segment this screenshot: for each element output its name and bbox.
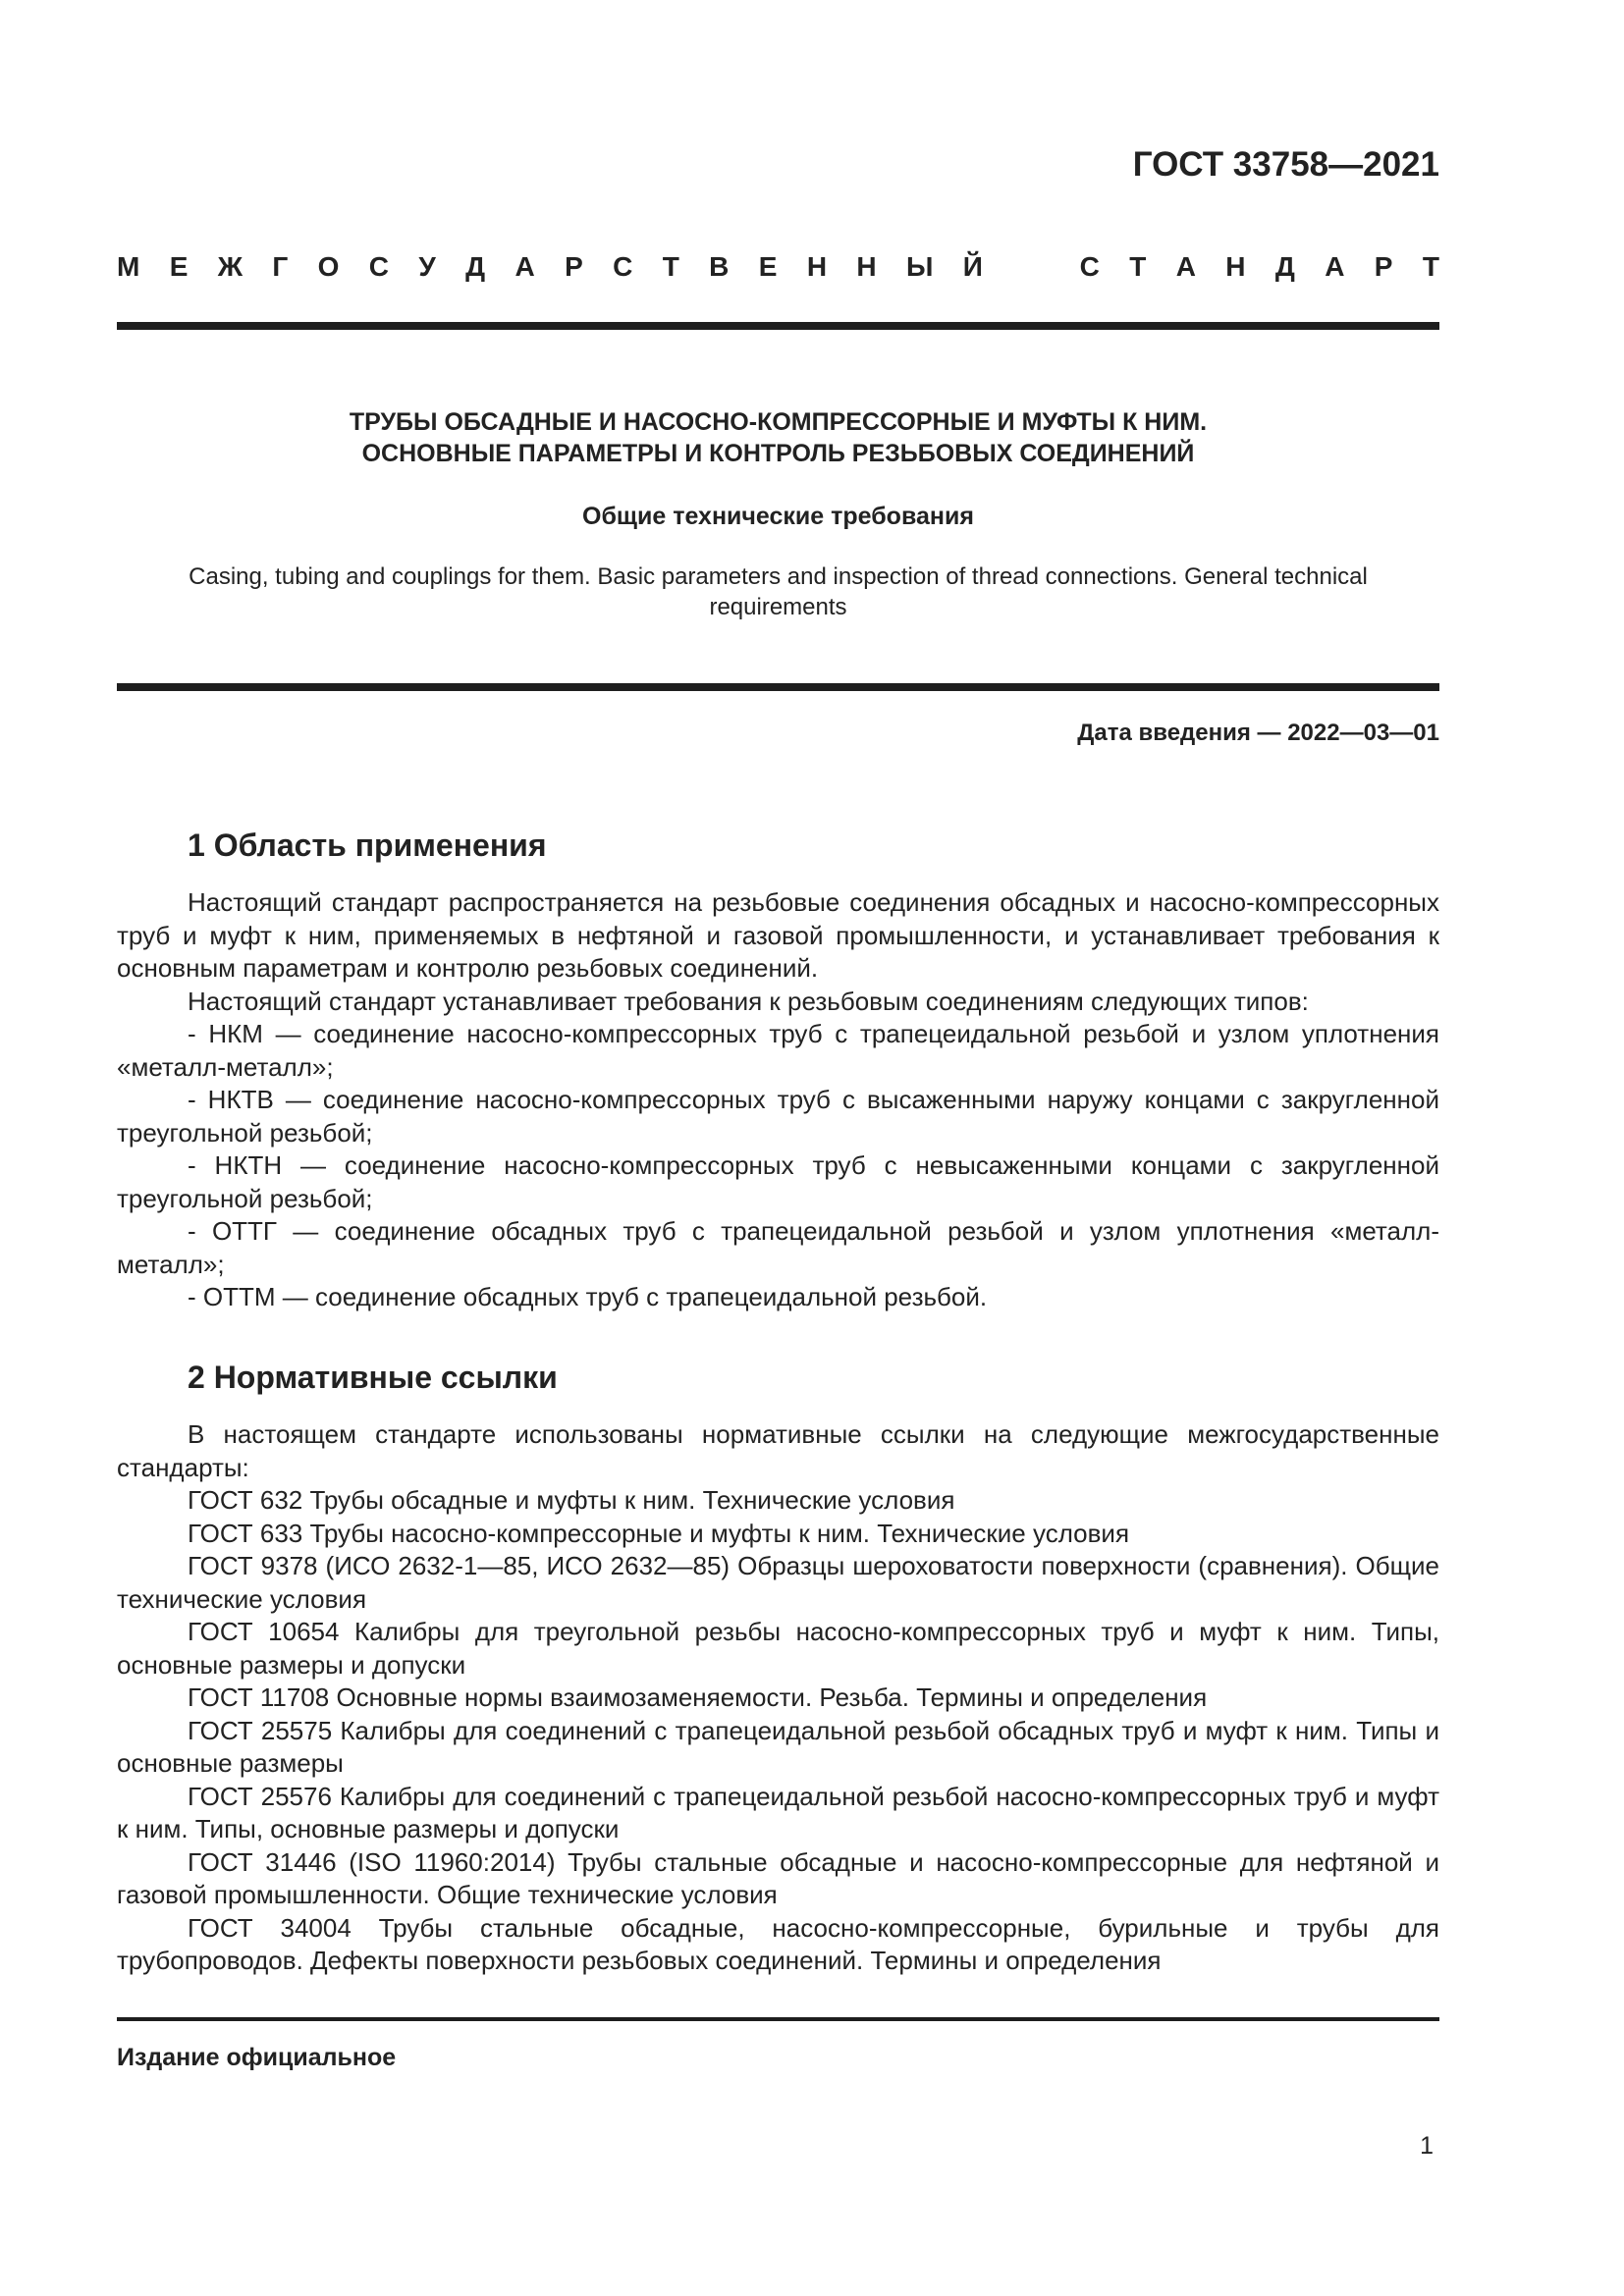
list-item: - ОТТМ — соединение обсадных труб с трапецеидальной резьбой.: [188, 1282, 988, 1311]
document-title: [117, 406, 1439, 469]
introduction-date: Дата введения — 2022—03—01: [1077, 720, 1439, 746]
heading-letter: В: [709, 251, 730, 282]
document-subtitle: Общие технические требования: [582, 503, 974, 530]
title-line-2: ОСНОВНЫЕ ПАРАМЕТРЫ И КОНТРОЛЬ РЕЗЬБОВЫХ СОЕДИНЕНИЙ: [361, 440, 1195, 467]
edition-label: Издание официальное: [117, 2044, 397, 2071]
header-rule: [117, 322, 1439, 330]
heading-letter: Р: [565, 251, 583, 282]
section-2-body: [117, 1418, 1439, 1978]
list-item: - НКТВ — соединение насосно-компрессорных труб с высаженными наружу концами с закругленной треугольной резьбой;: [117, 1085, 1439, 1148]
heading-letter: Н: [856, 251, 877, 282]
list-item: - НКТН — соединение насосно-компрессорных труб с невысаженными концами с закругленной треугольной резьбой;: [117, 1150, 1439, 1213]
section-1-body: [117, 886, 1439, 1314]
word-gap: [1012, 251, 1050, 283]
heading-letter: А: [1325, 251, 1345, 282]
heading-letter: С: [368, 251, 390, 282]
page-number: 1: [1420, 2132, 1434, 2160]
reference-item: ГОСТ 25576 Калибры для соединений с трапецеидальной резьбой насосно-компрессорных труб и муфт к ним. Типы, основные размеры и допуски: [117, 1781, 1439, 1843]
title-line-1: ТРУБЫ ОБСАДНЫЕ И НАСОСНО-КОМПРЕССОРНЫЕ И МУФТЫ К НИМ.: [349, 408, 1208, 436]
heading-letter: А: [514, 251, 535, 282]
heading-letter: Т: [1129, 251, 1147, 282]
heading-letter: С: [613, 251, 633, 282]
heading-letter: Н: [806, 251, 828, 282]
reference-item: ГОСТ 633 Трубы насосно-компрессорные и муфты к ним. Технические условия: [188, 1518, 1130, 1548]
interstate-standard-heading: [117, 251, 1439, 283]
english-title: [117, 561, 1439, 622]
reference-item: ГОСТ 10654 Калибры для треугольной резьбы насосно-компрессорных труб и муфт к ним. Типы, основные размеры и допуски: [117, 1617, 1439, 1680]
reference-item: ГОСТ 632 Трубы обсадные и муфты к ним. Технические условия: [188, 1485, 955, 1515]
list-item: - ОТТГ — соединение обсадных труб с трапецеидальной резьбой и узлом уплотнения «металл-металл»;: [117, 1216, 1439, 1279]
title-rule: [117, 683, 1439, 691]
heading-letter: Р: [1374, 251, 1393, 282]
reference-item: ГОСТ 11708 Основные нормы взаимозаменяемости. Резьба. Термины и определения: [188, 1682, 1208, 1712]
heading-letter: Т: [662, 251, 679, 282]
paragraph: Настоящий стандарт устанавливает требования к резьбовым соединениям следующих типов:: [188, 986, 1309, 1016]
section-1-heading: 1 Область применения: [188, 828, 547, 863]
paragraph: Настоящий стандарт распространяется на резьбовые соединения обсадных и насосно-компрессорных труб и муфт к ним, применяемых в нефтяной и газовой промышленности, и устанавливает требования к основным параметрам и контролю резьбовых соединений.: [117, 887, 1439, 983]
document-page: [117, 0, 1439, 2296]
heading-letter: Г: [272, 251, 289, 282]
paragraph: В настоящем стандарте использованы нормативные ссылки на следующие межгосударственные стандарты:: [117, 1419, 1439, 1482]
heading-letter: Е: [169, 251, 189, 282]
heading-letter: Н: [1225, 251, 1246, 282]
heading-letter: С: [1079, 251, 1100, 282]
heading-letter: О: [317, 251, 340, 282]
reference-item: ГОСТ 25575 Калибры для соединений с трапецеидальной резьбой обсадных труб и муфт к ним. Типы и основные размеры: [117, 1715, 1439, 1778]
english-title-line-2: requirements: [709, 594, 847, 620]
heading-letter: Д: [1274, 251, 1295, 282]
footer-rule: [117, 2017, 1439, 2021]
heading-letter: А: [1175, 251, 1196, 282]
heading-letter: Д: [465, 251, 486, 282]
heading-letter: М: [117, 251, 140, 282]
standard-number: ГОСТ 33758—2021: [1132, 145, 1439, 184]
english-title-line-1: Casing, tubing and couplings for them. Basic parameters and inspection of thread connections. General technical: [189, 563, 1368, 590]
heading-letter: Т: [1422, 251, 1439, 282]
heading-letter: Й: [962, 251, 983, 282]
heading-letter: Ы: [906, 251, 934, 282]
reference-item: ГОСТ 34004 Трубы стальные обсадные, насосно-компрессорные, бурильные и трубы для трубопроводов. Дефекты поверхности резьбовых соединений. Термины и определения: [117, 1912, 1439, 1975]
heading-letter: У: [418, 251, 436, 282]
heading-letter: Е: [758, 251, 778, 282]
reference-item: ГОСТ 9378 (ИСО 2632-1—85, ИСО 2632—85) Образцы шероховатости поверхности (сравнения). Общие технические условия: [117, 1551, 1439, 1614]
section-2-heading: 2 Нормативные ссылки: [188, 1360, 558, 1395]
reference-item: ГОСТ 31446 (ISO 11960:2014) Трубы стальные обсадные и насосно-компрессорные для нефтяной и газовой промышленности. Общие технические условия: [117, 1846, 1439, 1909]
heading-letter: Ж: [217, 251, 244, 282]
list-item: - НКМ — соединение насосно-компрессорных труб с трапецеидальной резьбой и узлом уплотнения «металл-металл»;: [117, 1019, 1439, 1082]
